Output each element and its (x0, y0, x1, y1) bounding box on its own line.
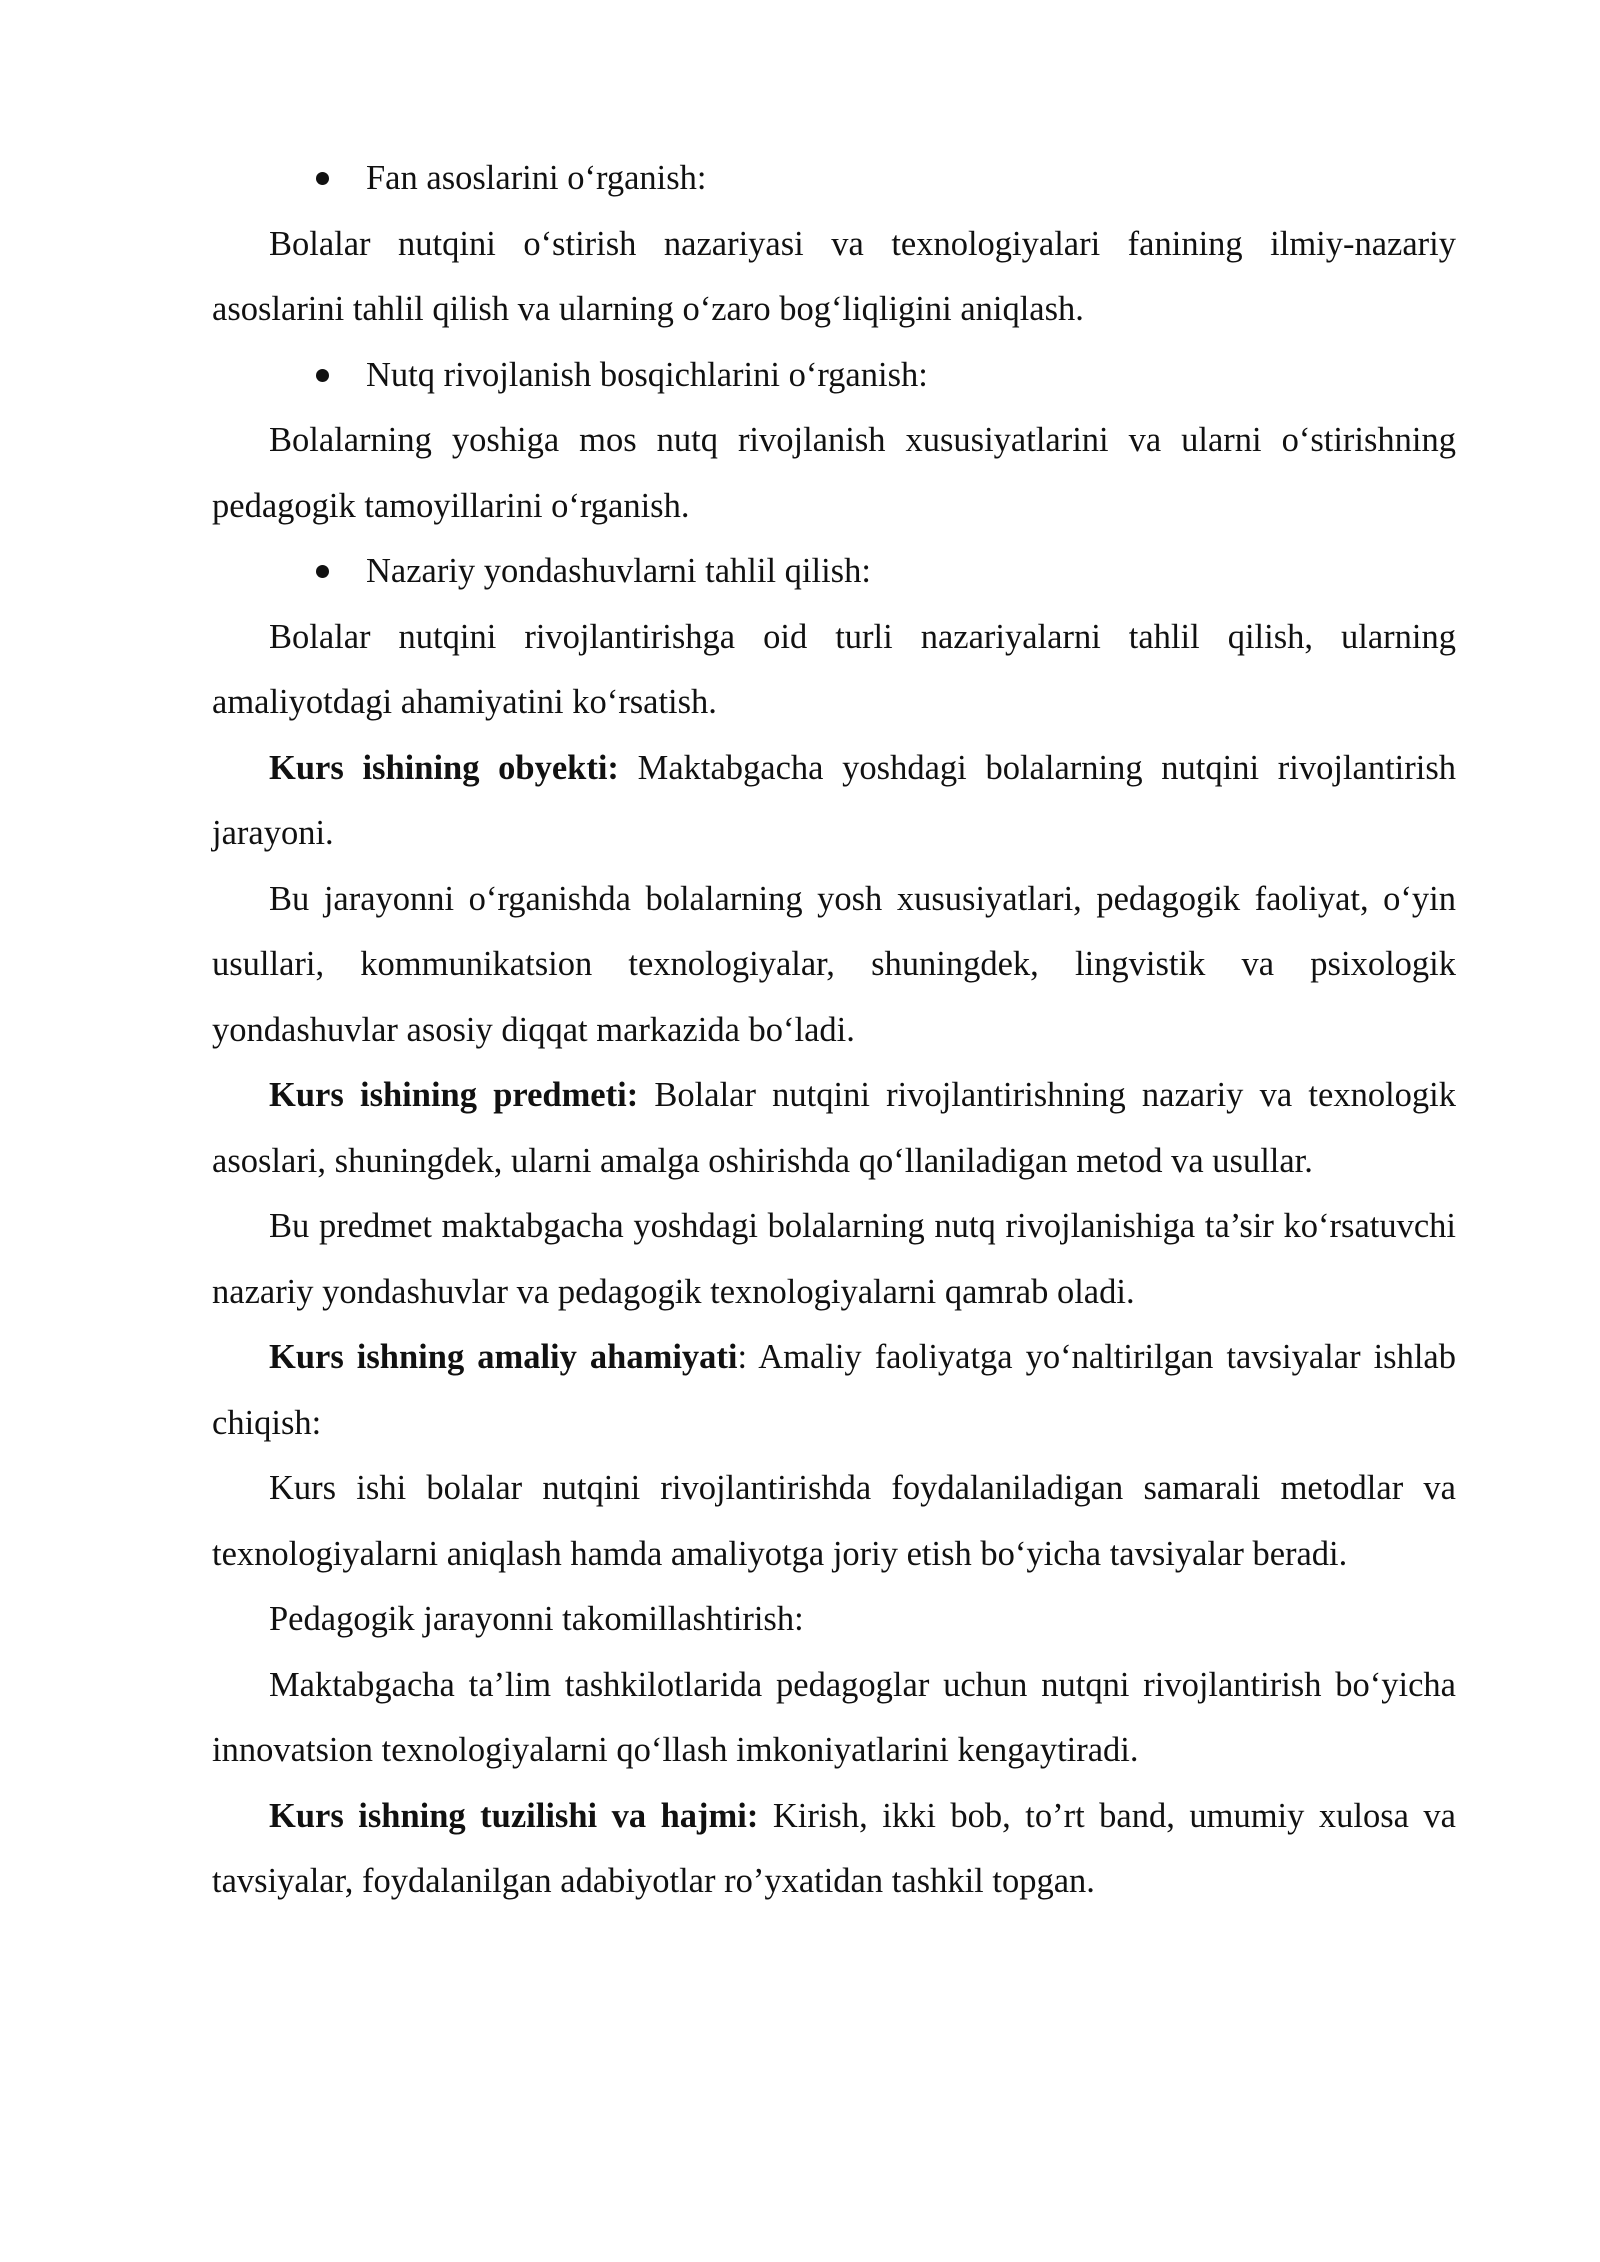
paragraph-text: Maktabgacha ta’lim tashkilotlarida pedagoglar uchun nutqni rivojlantirish bo‘yicha innovatsion texnologiyalarni qo‘llash imkoniyatlarini kengaytiradi. (212, 1665, 1456, 1769)
paragraph-text: Bolalarning yoshiga mos nutq rivojlanish xususiyatlarini va ularni o‘stirishning pedagogik tamoyillarini o‘rganish. (212, 421, 1456, 525)
paragraph (212, 1653, 1456, 1784)
paragraph (212, 408, 1456, 539)
paragraph-text: Bu jarayonni o‘rganishda bolalarning yosh xususiyatlari, pedagogik faoliyat, o‘yin usullari, kommunikatsion texnologiyalar, shuningdek, lingvistik va psixologik yondashuvlar asosiy diqqat markazida bo‘ladi. (212, 879, 1456, 1049)
paragraph-text: Bolalar nutqini rivojlantirishga oid turli nazariyalarni tahlil qilish, ularning amaliyotdagi ahamiyatini ko‘rsatish. (212, 617, 1456, 721)
bullet-dot-icon (316, 565, 329, 578)
paragraph-text: Kirish, ikki bob, to’rt band, umumiy xulosa va tavsiyalar, foydalanilgan adabiyotlar ro’yxatidan tashkil topgan. (212, 1796, 1456, 1900)
paragraph (212, 212, 1456, 343)
paragraph-object (212, 736, 1456, 867)
bullet-dot-icon (316, 369, 329, 382)
document-page (212, 146, 1456, 1915)
paragraph-heading: Kurs ishning tuzilishi va hajmi: (269, 1796, 759, 1835)
paragraph-text: Kurs ishi bolalar nutqini rivojlantirishda foydalaniladigan samarali metodlar va texnologiyalarni aniqlash hamda amaliyotga joriy etish bo‘yicha tavsiyalar beradi. (212, 1469, 1456, 1573)
bullet-item (212, 146, 1456, 212)
paragraph (212, 1194, 1456, 1325)
paragraph (212, 1456, 1456, 1587)
paragraph-text: Maktabgacha yoshdagi bolalarning nutqini rivojlantirish jarayoni. (212, 748, 1456, 852)
paragraph-text: Pedagogik jarayonni takomillashtirish: (269, 1600, 804, 1638)
paragraph (212, 867, 1456, 1064)
bullet-item (212, 343, 1456, 409)
bullet-text: Nazariy yondashuvlarni tahlil qilish: (366, 552, 871, 590)
paragraph-heading: Kurs ishining predmeti: (269, 1076, 639, 1114)
paragraph-subject (212, 1063, 1456, 1194)
paragraph (212, 1587, 1456, 1653)
bullet-item (212, 539, 1456, 605)
bullet-dot-icon (316, 172, 329, 185)
bullet-text: Fan asoslarini o‘rganish: (366, 159, 707, 197)
paragraph-text: Bolalar nutqini rivojlantirishning nazariy va texnologik asoslari, shuningdek, ularni amalga oshirishda qo‘llaniladigan metod va usullar. (212, 1076, 1456, 1180)
paragraph-heading: Kurs ishining obyekti: (269, 748, 619, 787)
paragraph-significance (212, 1325, 1456, 1456)
paragraph-text: Bu predmet maktabgacha yoshdagi bolalarning nutq rivojlanishiga ta’sir ko‘rsatuvchi nazariy yondashuvlar va pedagogik texnologiyalarni qamrab oladi. (212, 1207, 1456, 1311)
paragraph-heading: Kurs ishning amaliy ahamiyati (269, 1338, 738, 1376)
paragraph-structure (212, 1784, 1456, 1915)
paragraph-text: : Amaliy faoliyatga yo‘naltirilgan tavsiyalar ishlab chiqish: (212, 1338, 1456, 1442)
bullet-text: Nutq rivojlanish bosqichlarini o‘rganish: (366, 355, 928, 394)
paragraph-text: Bolalar nutqini o‘stirish nazariyasi va texnologiyalari fanining ilmiy-nazariy asoslarini tahlil qilish va ularning o‘zaro bog‘liqligini aniqlash. (212, 224, 1456, 328)
paragraph (212, 605, 1456, 736)
